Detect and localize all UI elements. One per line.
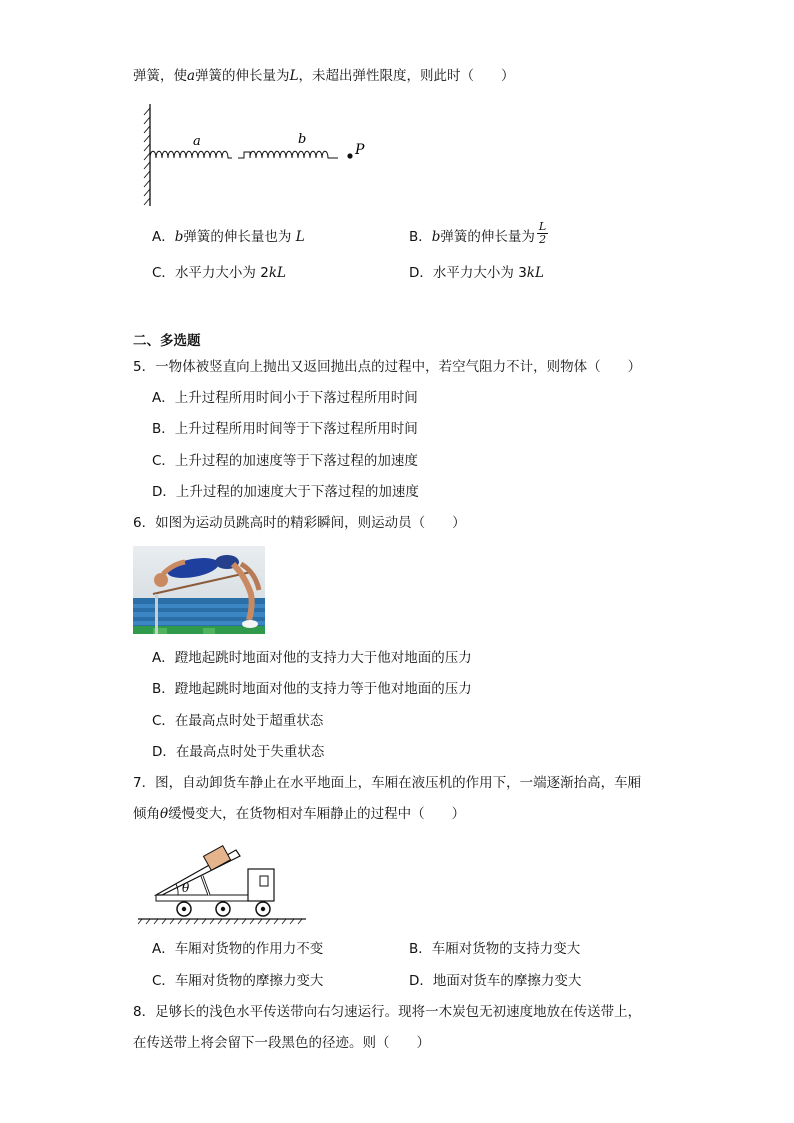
- q6-option-a[interactable]: A．蹬地起跳时地面对他的支持力大于他对地面的压力: [152, 650, 472, 666]
- dump-truck-figure: [138, 838, 308, 928]
- q4-option-c[interactable]: [152, 263, 286, 283]
- q4-stem: [133, 66, 515, 86]
- q6-stem: 6．如图为运动员跳高时的精彩瞬间，则运动员（ ）: [133, 515, 466, 531]
- option-text: 弹簧的伸长量为: [440, 229, 535, 245]
- spring-figure: [140, 98, 380, 208]
- q7-stem-line1: 7．图，自动卸货车静止在水平地面上，车厢在液压机的作用下，一端逐渐抬高，车厢: [133, 775, 642, 791]
- q5-option-d[interactable]: D．上升过程的加速度大于下落过程的加速度: [152, 484, 419, 500]
- option-tail: L: [295, 229, 305, 245]
- option-text: 水平力大小为 2: [174, 265, 269, 281]
- label-p: P: [355, 142, 365, 158]
- q4-option-b[interactable]: [409, 219, 548, 247]
- q7-stem-line2-pre: 倾角: [133, 806, 160, 822]
- option-tail: kL: [268, 265, 286, 281]
- q7-option-b[interactable]: B．车厢对货物的支持力变大: [409, 941, 581, 957]
- label-b: b: [298, 132, 307, 147]
- q6-option-c[interactable]: C．在最高点时处于超重状态: [152, 713, 324, 729]
- fraction-numerator: L: [538, 219, 547, 233]
- fraction-denominator: 2: [539, 232, 547, 246]
- q8-stem-line2: 在传送带上将会留下一段黑色的径迹。则（ ）: [133, 1035, 430, 1051]
- q4-option-d[interactable]: [409, 263, 544, 283]
- option-letter: B．: [409, 229, 432, 245]
- q4-stem-mid: 弹簧的伸长量为: [195, 68, 290, 84]
- q5-option-b[interactable]: B．上升过程所用时间等于下落过程所用时间: [152, 421, 418, 437]
- q5-option-a[interactable]: A．上升过程所用时间小于下落过程所用时间: [152, 390, 418, 406]
- section-title: 二、多选题: [133, 333, 201, 349]
- spring-a: [150, 151, 232, 158]
- q6-option-b[interactable]: B．蹬地起跳时地面对他的支持力等于他对地面的压力: [152, 681, 472, 697]
- q7-option-a[interactable]: A．车厢对货物的作用力不变: [152, 941, 324, 957]
- option-text: 弹簧的伸长量也为: [183, 229, 292, 245]
- option-letter: D．: [409, 265, 433, 281]
- option-var: b: [174, 229, 184, 245]
- option-letter: A．: [152, 229, 175, 245]
- q4-stem-var-L: L: [289, 68, 299, 84]
- q7-stem-line2: [133, 804, 465, 824]
- point-p: [347, 153, 352, 158]
- option-text: 水平力大小为 3: [432, 265, 527, 281]
- q4-stem-tail: 弹簧，使: [133, 68, 187, 84]
- q7-theta: θ: [160, 806, 169, 822]
- q4-option-a[interactable]: [152, 227, 305, 247]
- fraction: [537, 221, 548, 246]
- option-letter: C．: [152, 265, 175, 281]
- q5-option-c[interactable]: C．上升过程的加速度等于下落过程的加速度: [152, 453, 418, 469]
- q7-option-d[interactable]: D．地面对货车的摩擦力变大: [409, 973, 582, 989]
- q7-option-c[interactable]: C．车厢对货物的摩擦力变大: [152, 973, 324, 989]
- spring-b: [250, 151, 338, 158]
- option-tail: kL: [526, 265, 544, 281]
- q6-option-d[interactable]: D．在最高点时处于失重状态: [152, 744, 325, 760]
- q4-stem-var-a: a: [187, 68, 196, 84]
- option-var: b: [431, 229, 441, 245]
- high-jump-photo: [133, 546, 265, 634]
- label-a: a: [193, 134, 201, 149]
- label-theta: θ: [182, 881, 190, 895]
- q8-stem-line1: 8．足够长的浅色水平传送带向右匀速运行。现将一木炭包无初速度地放在传送带上，: [133, 1004, 642, 1020]
- q5-stem: 5．一物体被竖直向上抛出又返回抛出点的过程中，若空气阻力不计，则物体（ ）: [133, 359, 642, 375]
- q7-stem-line2-post: 缓慢变大，在货物相对车厢静止的过程中（ ）: [168, 806, 466, 822]
- q4-stem-end: ，未超出弹性限度，则此时（ ）: [298, 68, 515, 84]
